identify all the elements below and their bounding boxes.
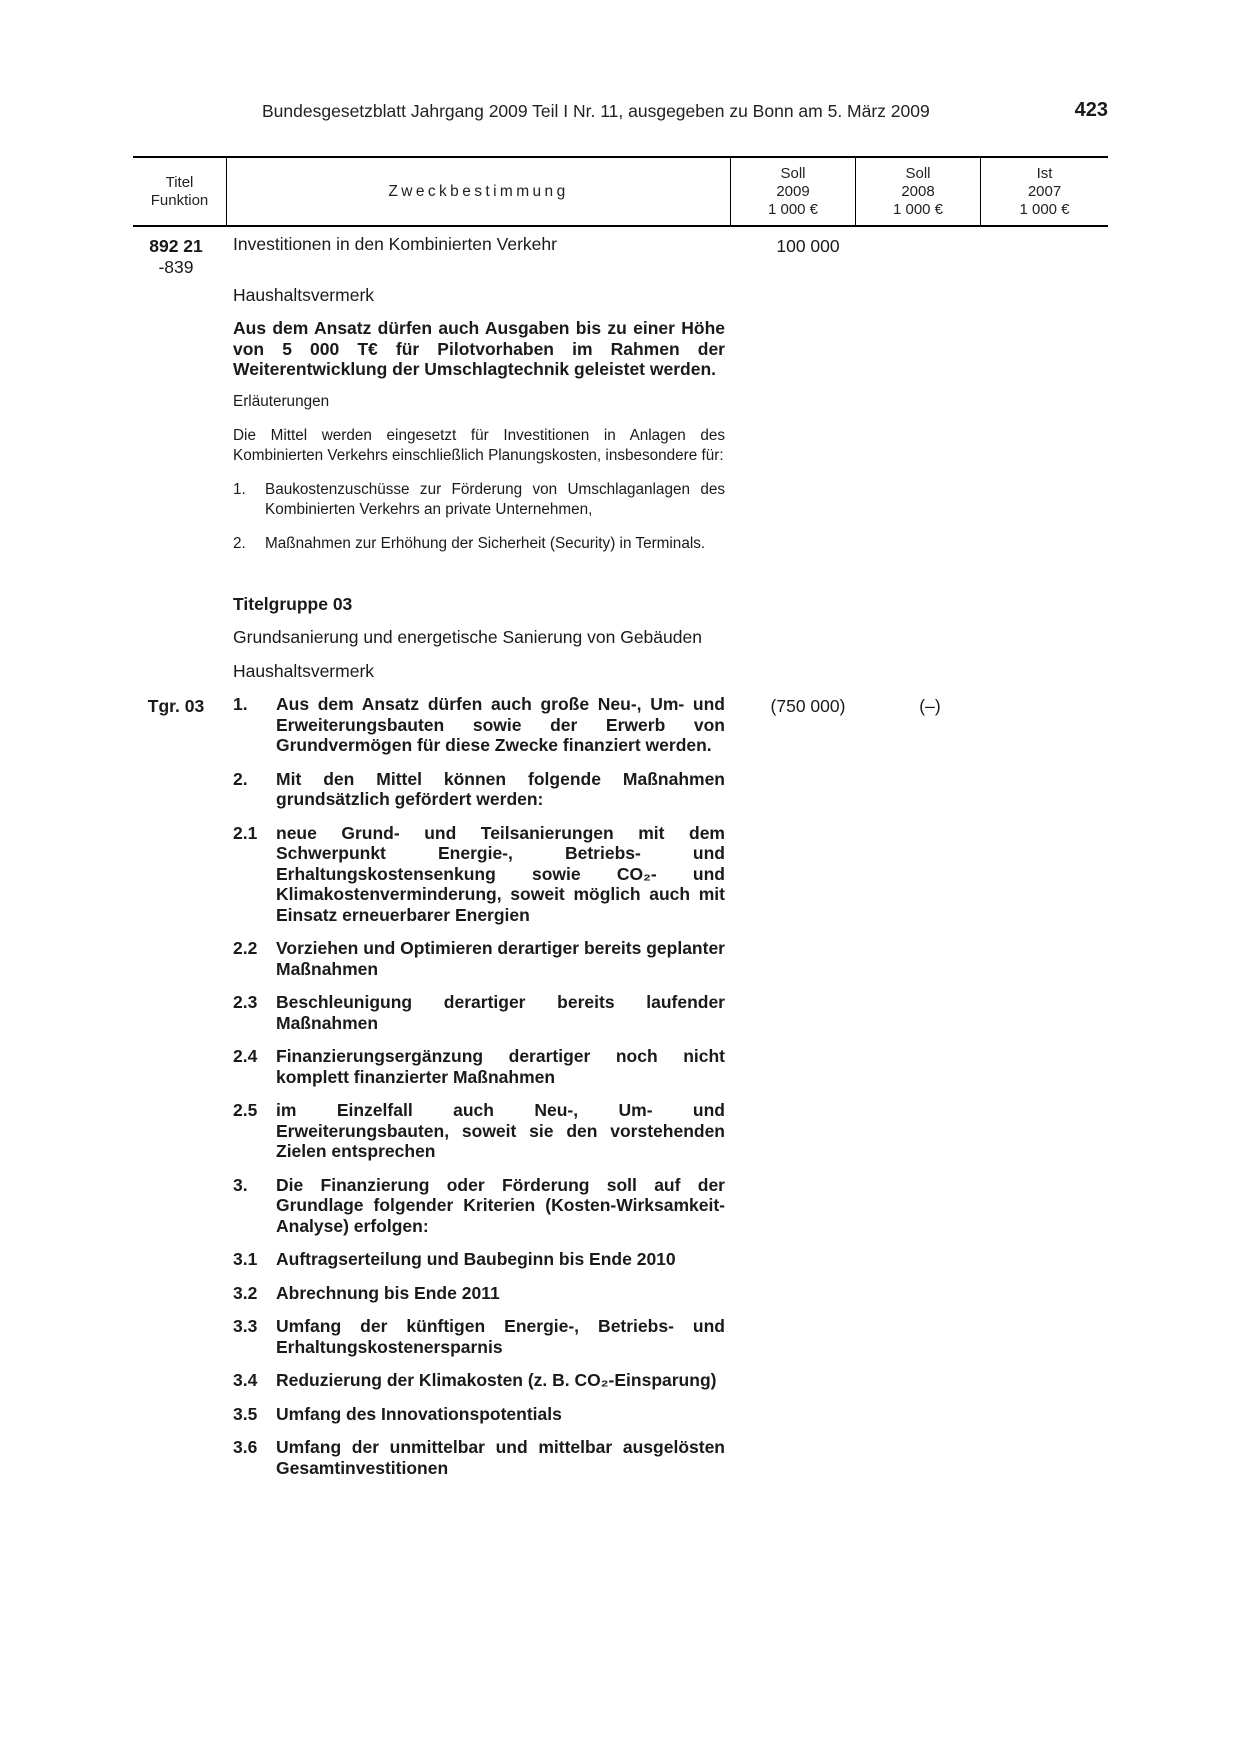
soll-2009-amount: 100 000	[776, 236, 840, 256]
list-item: 2. Maßnahmen zur Erhöhung der Sicherheit (Security) in Terminals.	[233, 534, 706, 552]
titelgruppe-heading: Titelgruppe 03	[233, 593, 353, 614]
list-item: 3.5 Umfang des Innovationspotentials	[233, 1403, 562, 1424]
haushaltsvermerk-heading: Haushaltsvermerk	[233, 284, 375, 305]
list-item: 2.1 neue Grund- und Teilsanierungen mit dem Schwerpunkt Energie-, Betriebs- und Erhaltungskostensenkung sowie CO₂- und Klimakostenverminderung, soweit möglich auch mit Einsatz erneuerbarer Energien	[233, 822, 725, 925]
list-item: 3. Die Finanzierung oder Förderung soll auf der Grundlage folgender Kriterien (Kosten-Wirksamkeit-Analyse) erfolgen:	[233, 1174, 725, 1236]
haushaltsvermerk-text: Aus dem Ansatz dürfen auch Ausgaben bis zu einer Höhe von 5 000 T€ für Pilotvorhaben im Rahmen der Weiterentwicklung der Umschlagtechnik geleistet werden.	[233, 318, 725, 379]
header-zweckbestimmung: Zweckbestimmung	[388, 182, 569, 200]
list-item: 1. Aus dem Ansatz dürfen auch große Neu-, Um- und Erweiterungsbauten sowie der Erwerb von Grundvermögen für diese Zwecke finanziert werden.	[233, 694, 725, 755]
title-number-892-21: 892 21 -839	[149, 236, 203, 277]
header-titel-funktion: Titel Funktion	[150, 173, 209, 209]
group-vermerk-list	[233, 694, 725, 1478]
page-number: 423	[1074, 99, 1108, 121]
header-ist-2007: Ist 2007 1 000 €	[1019, 164, 1070, 218]
header-soll-2008: Soll 2008 1 000 €	[892, 164, 944, 218]
group-number: Tgr. 03	[147, 696, 205, 716]
erlaeuterungen-text: Die Mittel werden eingesetzt für Investitionen in Anlagen des Kombinierten Verkehrs einschließlich Planungskosten, insbesondere für:	[233, 426, 725, 464]
list-item: 3.1 Auftragserteilung und Baubeginn bis Ende 2010	[233, 1249, 676, 1269]
list-item: 2.3 Beschleunigung derartiger bereits laufender Maßnahmen	[233, 992, 725, 1033]
header-soll-2009: Soll 2009 1 000 €	[767, 164, 819, 218]
erlaeuterungen-list	[233, 480, 725, 554]
group-soll-2009-amount: (750 000)	[770, 696, 846, 716]
table-header-rule	[133, 225, 1108, 227]
group-soll-2008-amount: (–)	[919, 696, 941, 716]
running-header: Bundesgesetzblatt Jahrgang 2009 Teil I Nr. 11, ausgegeben zu Bonn am 5. März 2009	[262, 101, 930, 121]
list-item: 2.4 Finanzierungsergänzung derartiger noch nicht komplett finanzierter Maßnahmen	[233, 1046, 725, 1087]
list-item: 3.4 Reduzierung der Klimakosten (z. B. CO₂-Einsparung)	[233, 1370, 717, 1390]
list-item: 3.6 Umfang der unmittelbar und mittelbar ausgelösten Gesamtinvestitionen	[233, 1437, 725, 1478]
group-title: Grundsanierung und energetische Sanierung von Gebäuden	[233, 627, 702, 647]
list-item: 2.5 im Einzelfall auch Neu-, Um- und Erweiterungsbauten, soweit sie den vorstehenden Zielen entsprechen	[233, 1100, 725, 1161]
erlaeuterungen-heading: Erläuterungen	[233, 392, 330, 410]
group-haushaltsvermerk-heading: Haushaltsvermerk	[233, 660, 375, 681]
list-item: 2. Mit den Mittel können folgende Maßnahmen grundsätzlich gefördert werden:	[233, 768, 725, 809]
list-item: 1. Baukostenzuschüsse zur Förderung von Umschlaganlagen des Kombinierten Verkehrs an private Unternehmen,	[233, 480, 725, 518]
list-item: 2.2 Vorziehen und Optimieren derartiger bereits geplanter Maßnahmen	[233, 938, 725, 979]
list-item: 3.3 Umfang der künftigen Energie-, Betriebs- und Erhaltungskostenersparnis	[233, 1316, 725, 1357]
list-item: 3.2 Abrechnung bis Ende 2011	[233, 1282, 500, 1303]
entry-title: Investitionen in den Kombinierten Verkehr	[233, 234, 557, 254]
zweckbestimmung-column	[233, 234, 725, 1478]
